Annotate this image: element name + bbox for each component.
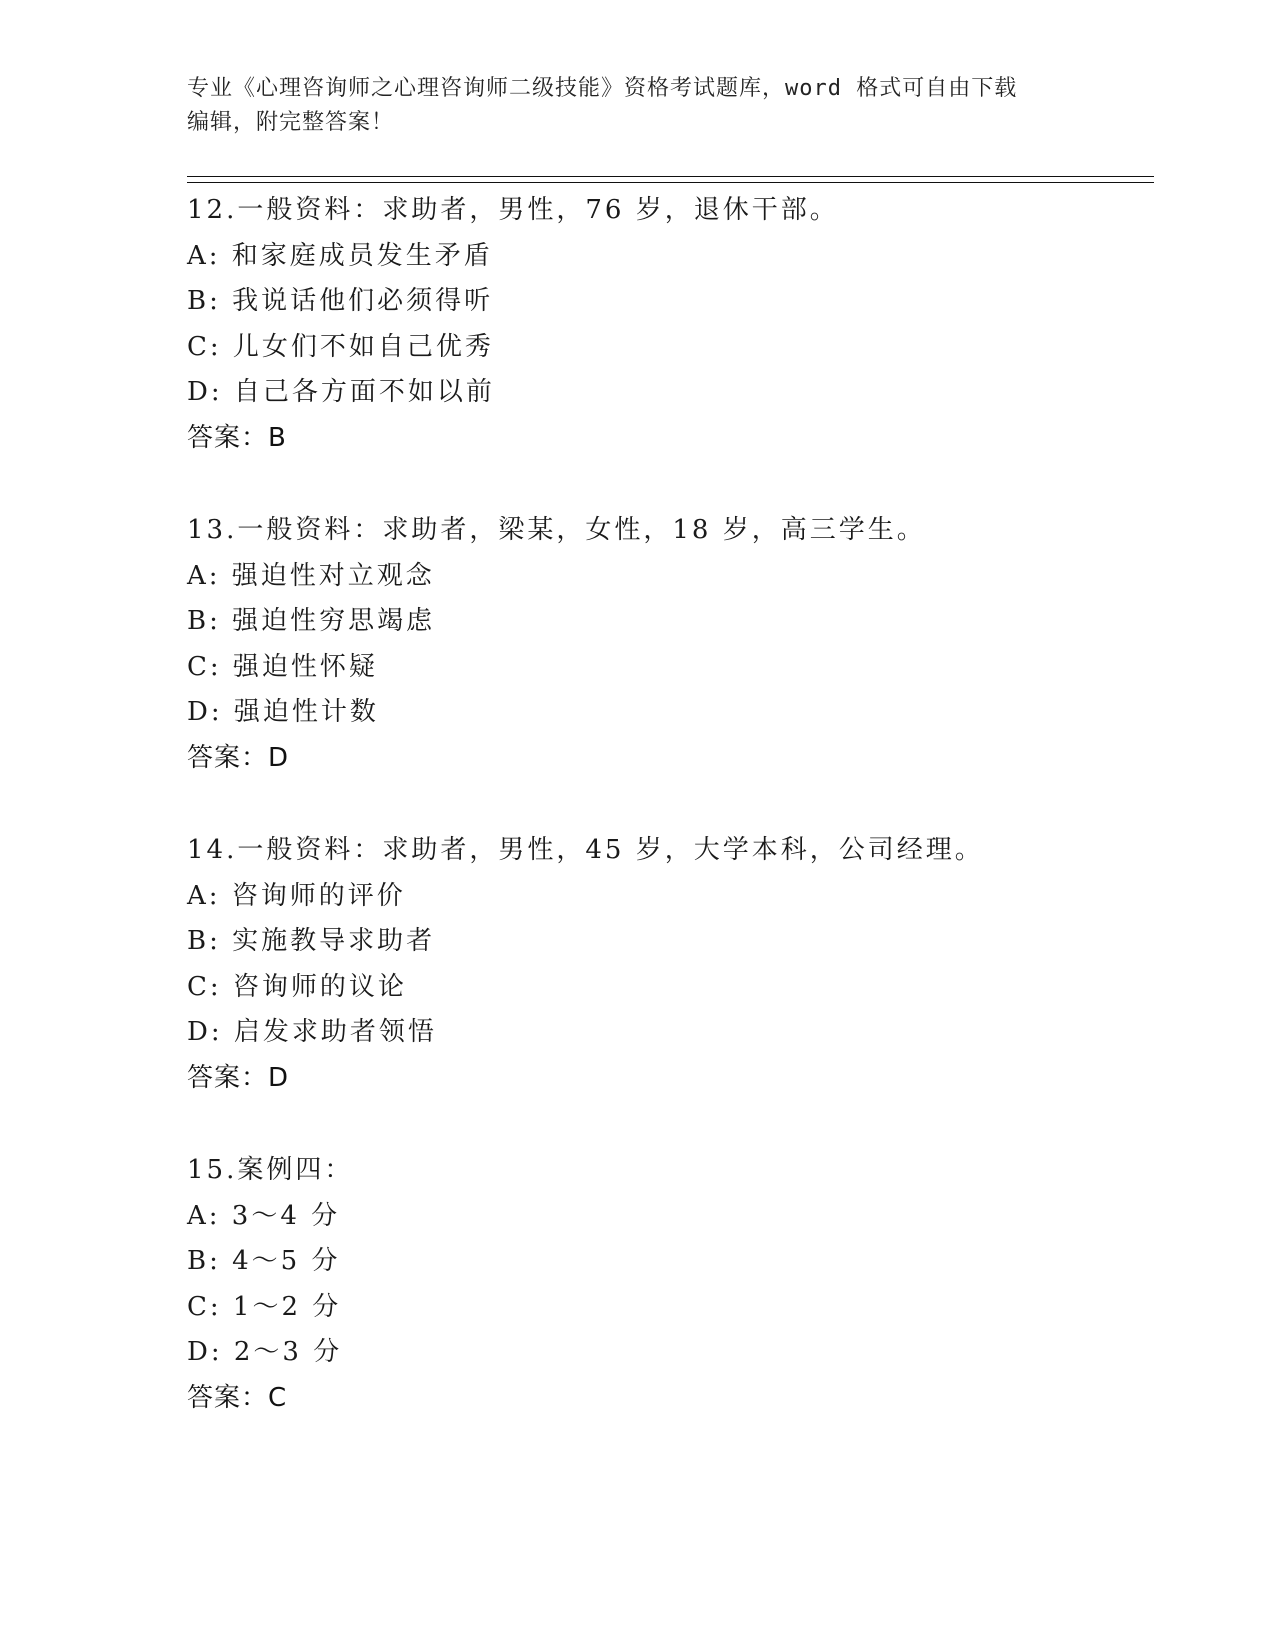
question-12 (187, 188, 1147, 462)
header-divider-bottom (187, 182, 1154, 183)
option-b: B: 4～5 分 (187, 1246, 341, 1277)
question-stem: 15.案例四： (187, 1155, 354, 1185)
option-a: A: 咨询师的评价 (187, 880, 406, 911)
option-a: A: 和家庭成员发生矛盾 (187, 240, 493, 271)
option-c: C: 儿女们不如自己优秀 (187, 331, 494, 362)
option-c: C: 咨询师的议论 (187, 971, 407, 1002)
question-14 (187, 828, 1147, 1102)
option-d: D: 启发求助者领悟 (187, 1017, 437, 1048)
header-divider-top (187, 176, 1154, 177)
option-d: D: 2～3 分 (187, 1337, 343, 1368)
option-b: B: 我说话他们必须得听 (187, 286, 494, 317)
document-header (187, 72, 1087, 140)
option-b: B: 实施教导求助者 (187, 926, 436, 957)
answer-line: 答案：D (187, 742, 290, 773)
header-intro-line-2: 编辑，附完整答案！ (187, 110, 395, 135)
question-15 (187, 1148, 1147, 1422)
question-stem: 14.一般资料：求助者，男性，45 岁，大学本科，公司经理。 (187, 835, 984, 865)
answer-line: 答案：C (187, 1382, 288, 1413)
header-intro-line-1: 专业《心理咨询师之心理咨询师二级技能》资格考试题库，word 格式可自由下载 (187, 76, 1018, 101)
option-c: C: 强迫性怀疑 (187, 651, 378, 682)
option-a: A: 3～4 分 (187, 1200, 341, 1231)
answer-line: 答案：D (187, 1062, 290, 1093)
option-c: C: 1～2 分 (187, 1291, 342, 1322)
question-stem: 12.一般资料：求助者，男性，76 岁，退休干部。 (187, 195, 839, 225)
option-b: B: 强迫性穷思竭虑 (187, 606, 436, 637)
question-stem: 13.一般资料：求助者，梁某，女性，18 岁，高三学生。 (187, 515, 926, 545)
answer-line: 答案：B (187, 422, 287, 453)
option-d: D: 自己各方面不如以前 (187, 377, 495, 408)
option-d: D: 强迫性计数 (187, 697, 379, 728)
option-a: A: 强迫性对立观念 (187, 560, 435, 591)
question-13 (187, 508, 1147, 782)
